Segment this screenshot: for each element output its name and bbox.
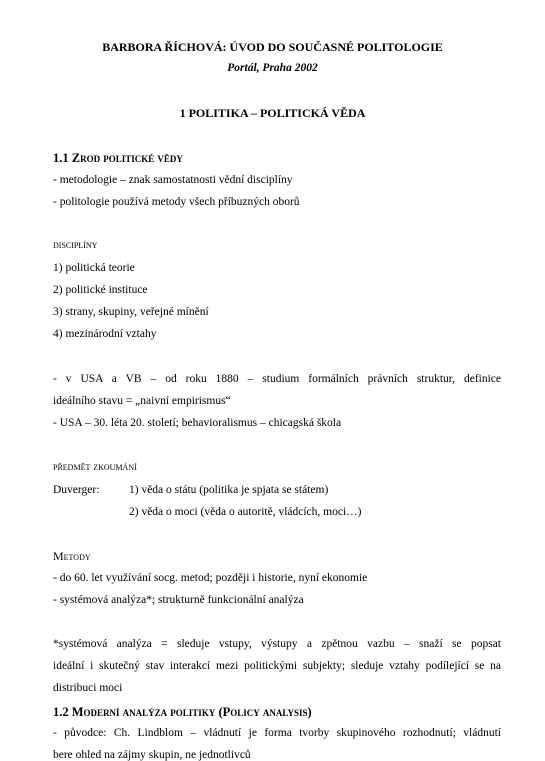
note-line: *systémová analýza = sleduje vstupy, výstupy a zpětnou vazbu – snaží se popsat — [53, 638, 501, 650]
discipline-item: 4) mezinárodní vztahy — [53, 328, 157, 340]
discipline-item: 1) politická teorie — [53, 262, 135, 274]
history-paragraph-line: - v USA a VB – od roku 1880 – studium formálních právních struktur, definice — [53, 373, 501, 385]
subject-item: 1) věda o státu (politika je spjata se státem) — [129, 484, 329, 496]
discipline-item: 2) politické instituce — [53, 284, 148, 296]
section-heading-1-2: 1.2 Moderní analýza politiky (Policy analysis) — [53, 705, 312, 719]
methods-heading: Metody — [53, 549, 91, 563]
disciplines-heading: disciplíny — [53, 239, 98, 251]
history-line: - USA – 30. léta 20. století; behavioralismus – chicagská škola — [53, 417, 342, 429]
document-subtitle: Portál, Praha 2002 — [227, 62, 318, 74]
bullet-line: - metodologie – znak samostatnosti vědní disciplíny — [53, 174, 293, 186]
subject-heading: předmět zkoumání — [53, 461, 137, 473]
methods-bullet: - do 60. let využívání socg. metod; později i historie, nyní ekonomie — [53, 572, 368, 584]
section-heading-1-1: 1.1 Zrod politické vědy — [53, 151, 183, 165]
note-line: distribuci moci — [53, 682, 123, 694]
chapter-heading: 1 POLITIKA – POLITICKÁ VĚDA — [179, 106, 366, 120]
note-line: ideální i skutečný stav interakcí mezi politickými subjekty; sleduje vztahy podílející se na — [53, 660, 501, 672]
subject-item: 2) věda o moci (věda o autoritě, vládcích, moci…) — [129, 506, 362, 518]
document-title: BARBORA ŘÍCHOVÁ: ÚVOD DO SOUČASNÉ POLITOLOGIE — [102, 40, 443, 54]
methods-bullet: - systémová analýza*; strukturně funkcionální analýza — [53, 594, 304, 606]
bullet-line: - politologie používá metody všech příbuzných oborů — [53, 196, 300, 208]
history-paragraph-line: ideálního stavu = „naivní empirismus“ — [53, 395, 231, 407]
section2-line: bere ohled na zájmy skupin, ne jednotlivců — [53, 749, 251, 761]
duverger-label: Duverger: — [53, 484, 100, 496]
section2-line: - původce: Ch. Lindblom – vládnutí je forma tvorby skupinového rozhodnutí; vládnutí — [53, 727, 501, 739]
discipline-item: 3) strany, skupiny, veřejné mínění — [53, 306, 209, 318]
